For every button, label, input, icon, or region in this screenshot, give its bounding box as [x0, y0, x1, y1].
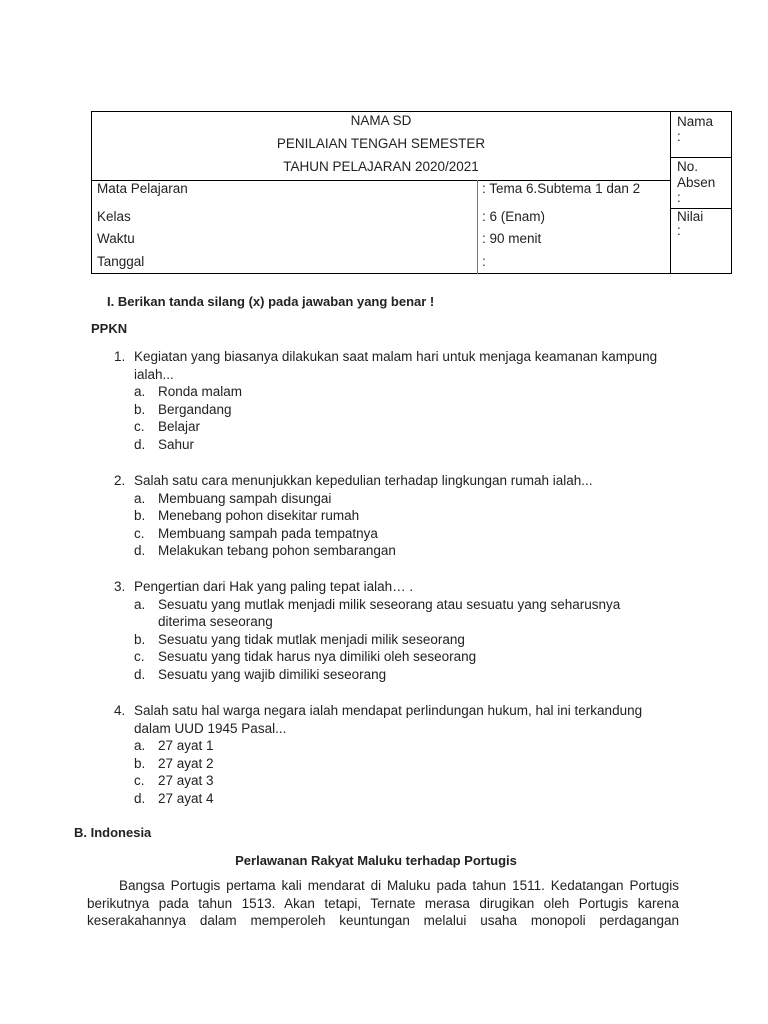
option-label: b.: [134, 508, 146, 523]
option-text: Sahur: [158, 436, 195, 452]
question-number: 3.: [114, 579, 126, 594]
option-text: Menebang pohon disekitar rumah: [158, 508, 360, 523]
option-label: d.: [134, 543, 146, 558]
row-subject-value: : Tema 6.Subtema 1 dan 2: [482, 181, 641, 196]
option-text: Sesuatu yang wajib dimiliki seseorang: [158, 666, 387, 682]
subject-heading: PPKN: [91, 321, 128, 336]
school-year: TAHUN PELAJARAN 2020/2021: [283, 159, 479, 174]
table-divider-value: [477, 180, 478, 274]
table-divider-side: [670, 111, 671, 274]
question-number: 4.: [114, 703, 126, 718]
row-subject-label: Mata Pelajaran: [97, 181, 188, 196]
option-label: d.: [134, 436, 146, 452]
row-date-value: :: [482, 254, 486, 269]
option-label: c.: [134, 649, 145, 664]
option-d[interactable]: [134, 436, 684, 454]
option-b[interactable]: [134, 631, 684, 649]
question-number: 2.: [114, 473, 126, 488]
exam-title: PENILAIAN TENGAH SEMESTER: [276, 136, 486, 151]
side-nama-label: Nama: [677, 114, 714, 129]
option-text: Belajar: [158, 419, 201, 434]
question-1: [114, 348, 684, 453]
side-absen-colon: :: [677, 190, 681, 205]
option-text: 27 ayat 1: [158, 738, 214, 753]
question-2: [114, 472, 684, 560]
option-d[interactable]: [134, 790, 684, 808]
option-label: c.: [134, 419, 145, 434]
table-border-top: [91, 111, 732, 112]
option-text: Ronda malam: [158, 384, 243, 399]
option-label: a.: [134, 384, 146, 399]
option-label: b.: [134, 631, 146, 647]
option-label: b.: [134, 401, 146, 417]
option-text: 27 ayat 4: [158, 790, 214, 806]
instruction-heading: I. Berikan tanda silang (x) pada jawaban yang benar !: [107, 294, 435, 309]
option-label: b.: [134, 755, 146, 771]
option-label: a.: [134, 596, 146, 612]
option-c[interactable]: [134, 525, 684, 543]
option-text: Membuang sampah disungai: [158, 490, 332, 506]
question-text-line: Pengertian dari Hak yang paling tepat ialah… .: [134, 579, 414, 594]
option-text: Melakukan tebang pohon sembarangan: [158, 543, 396, 558]
option-c[interactable]: [134, 418, 684, 436]
row-time-value: : 90 menit: [482, 231, 542, 246]
row-time-label: Waktu: [97, 231, 135, 246]
row-class-value: : 6 (Enam): [482, 209, 546, 224]
school-name: NAMA SD: [350, 113, 412, 128]
question-3: [114, 578, 684, 683]
option-b[interactable]: [134, 507, 684, 525]
option-c[interactable]: [134, 648, 684, 666]
option-text: Sesuatu yang tidak mutlak menjadi milik seseorang: [158, 631, 465, 647]
option-text: Sesuatu yang mutlak menjadi milik seseorang atau sesuatu yang seharusnya: [158, 596, 621, 612]
reading-paragraph: [87, 877, 679, 930]
question-text-line: Salah satu hal warga negara ialah mendapat perlindungan hukum, hal ini terkandung: [134, 703, 643, 718]
option-label: d.: [134, 666, 146, 682]
question-text-line: Salah satu cara menunjukkan kepedulian terhadap lingkungan rumah ialah...: [134, 473, 593, 488]
question-text-line: dalam UUD 1945 Pasal...: [134, 720, 287, 736]
option-text: 27 ayat 3: [158, 773, 214, 788]
option-label: a.: [134, 738, 146, 753]
option-b[interactable]: [134, 755, 684, 773]
table-border-bottom: [91, 273, 732, 274]
option-label: a.: [134, 490, 146, 506]
question-number: 1.: [114, 349, 126, 364]
option-a[interactable]: [134, 490, 684, 508]
row-class-label: Kelas: [97, 209, 131, 224]
option-text: Bergandang: [158, 401, 232, 417]
option-a[interactable]: [134, 596, 684, 631]
paragraph-line: Bangsa Portugis pertama kali mendarat di Maluku pada tahun 1511. Kedatangan Portugis: [119, 878, 679, 893]
option-text: 27 ayat 2: [158, 755, 214, 771]
paragraph-line: keserakahannya dalam memperoleh keuntungan melalui usaha monopoli perdagangan: [87, 913, 679, 928]
option-d[interactable]: [134, 666, 684, 684]
option-label: d.: [134, 790, 146, 806]
option-d[interactable]: [134, 542, 684, 560]
side-nilai-colon: :: [677, 223, 681, 238]
table-border-right: [731, 111, 732, 274]
side-absen-label: Absen: [677, 175, 716, 190]
paragraph-line: berikutnya pada tahun 1513. Akan tetapi, Ternate merasa dirugikan oleh Portugis karena: [87, 895, 679, 911]
option-label: c.: [134, 525, 145, 541]
row-date-label: Tanggal: [97, 254, 145, 269]
reading-title: Perlawanan Rakyat Maluku terhadap Portugis: [235, 853, 517, 868]
side-nama-colon: :: [677, 129, 681, 144]
table-divider-side-1: [670, 157, 732, 158]
question-4: [114, 702, 684, 807]
question-text-line: ialah...: [134, 366, 174, 382]
question-text-line: Kegiatan yang biasanya dilakukan saat malam hari untuk menjaga keamanan kampung: [134, 349, 658, 364]
option-a[interactable]: [134, 383, 684, 401]
option-text: diterima seseorang: [158, 614, 273, 629]
option-label: c.: [134, 773, 145, 788]
option-c[interactable]: [134, 772, 684, 790]
option-a[interactable]: [134, 737, 684, 755]
side-no-label: No.: [677, 159, 699, 174]
option-b[interactable]: [134, 401, 684, 419]
section-b-heading: B. Indonesia: [74, 825, 152, 840]
side-nilai-label: Nilai: [677, 209, 704, 224]
option-text: Sesuatu yang tidak harus nya dimiliki oleh seseorang: [158, 649, 477, 664]
option-text: Membuang sampah pada tempatnya: [158, 525, 378, 541]
